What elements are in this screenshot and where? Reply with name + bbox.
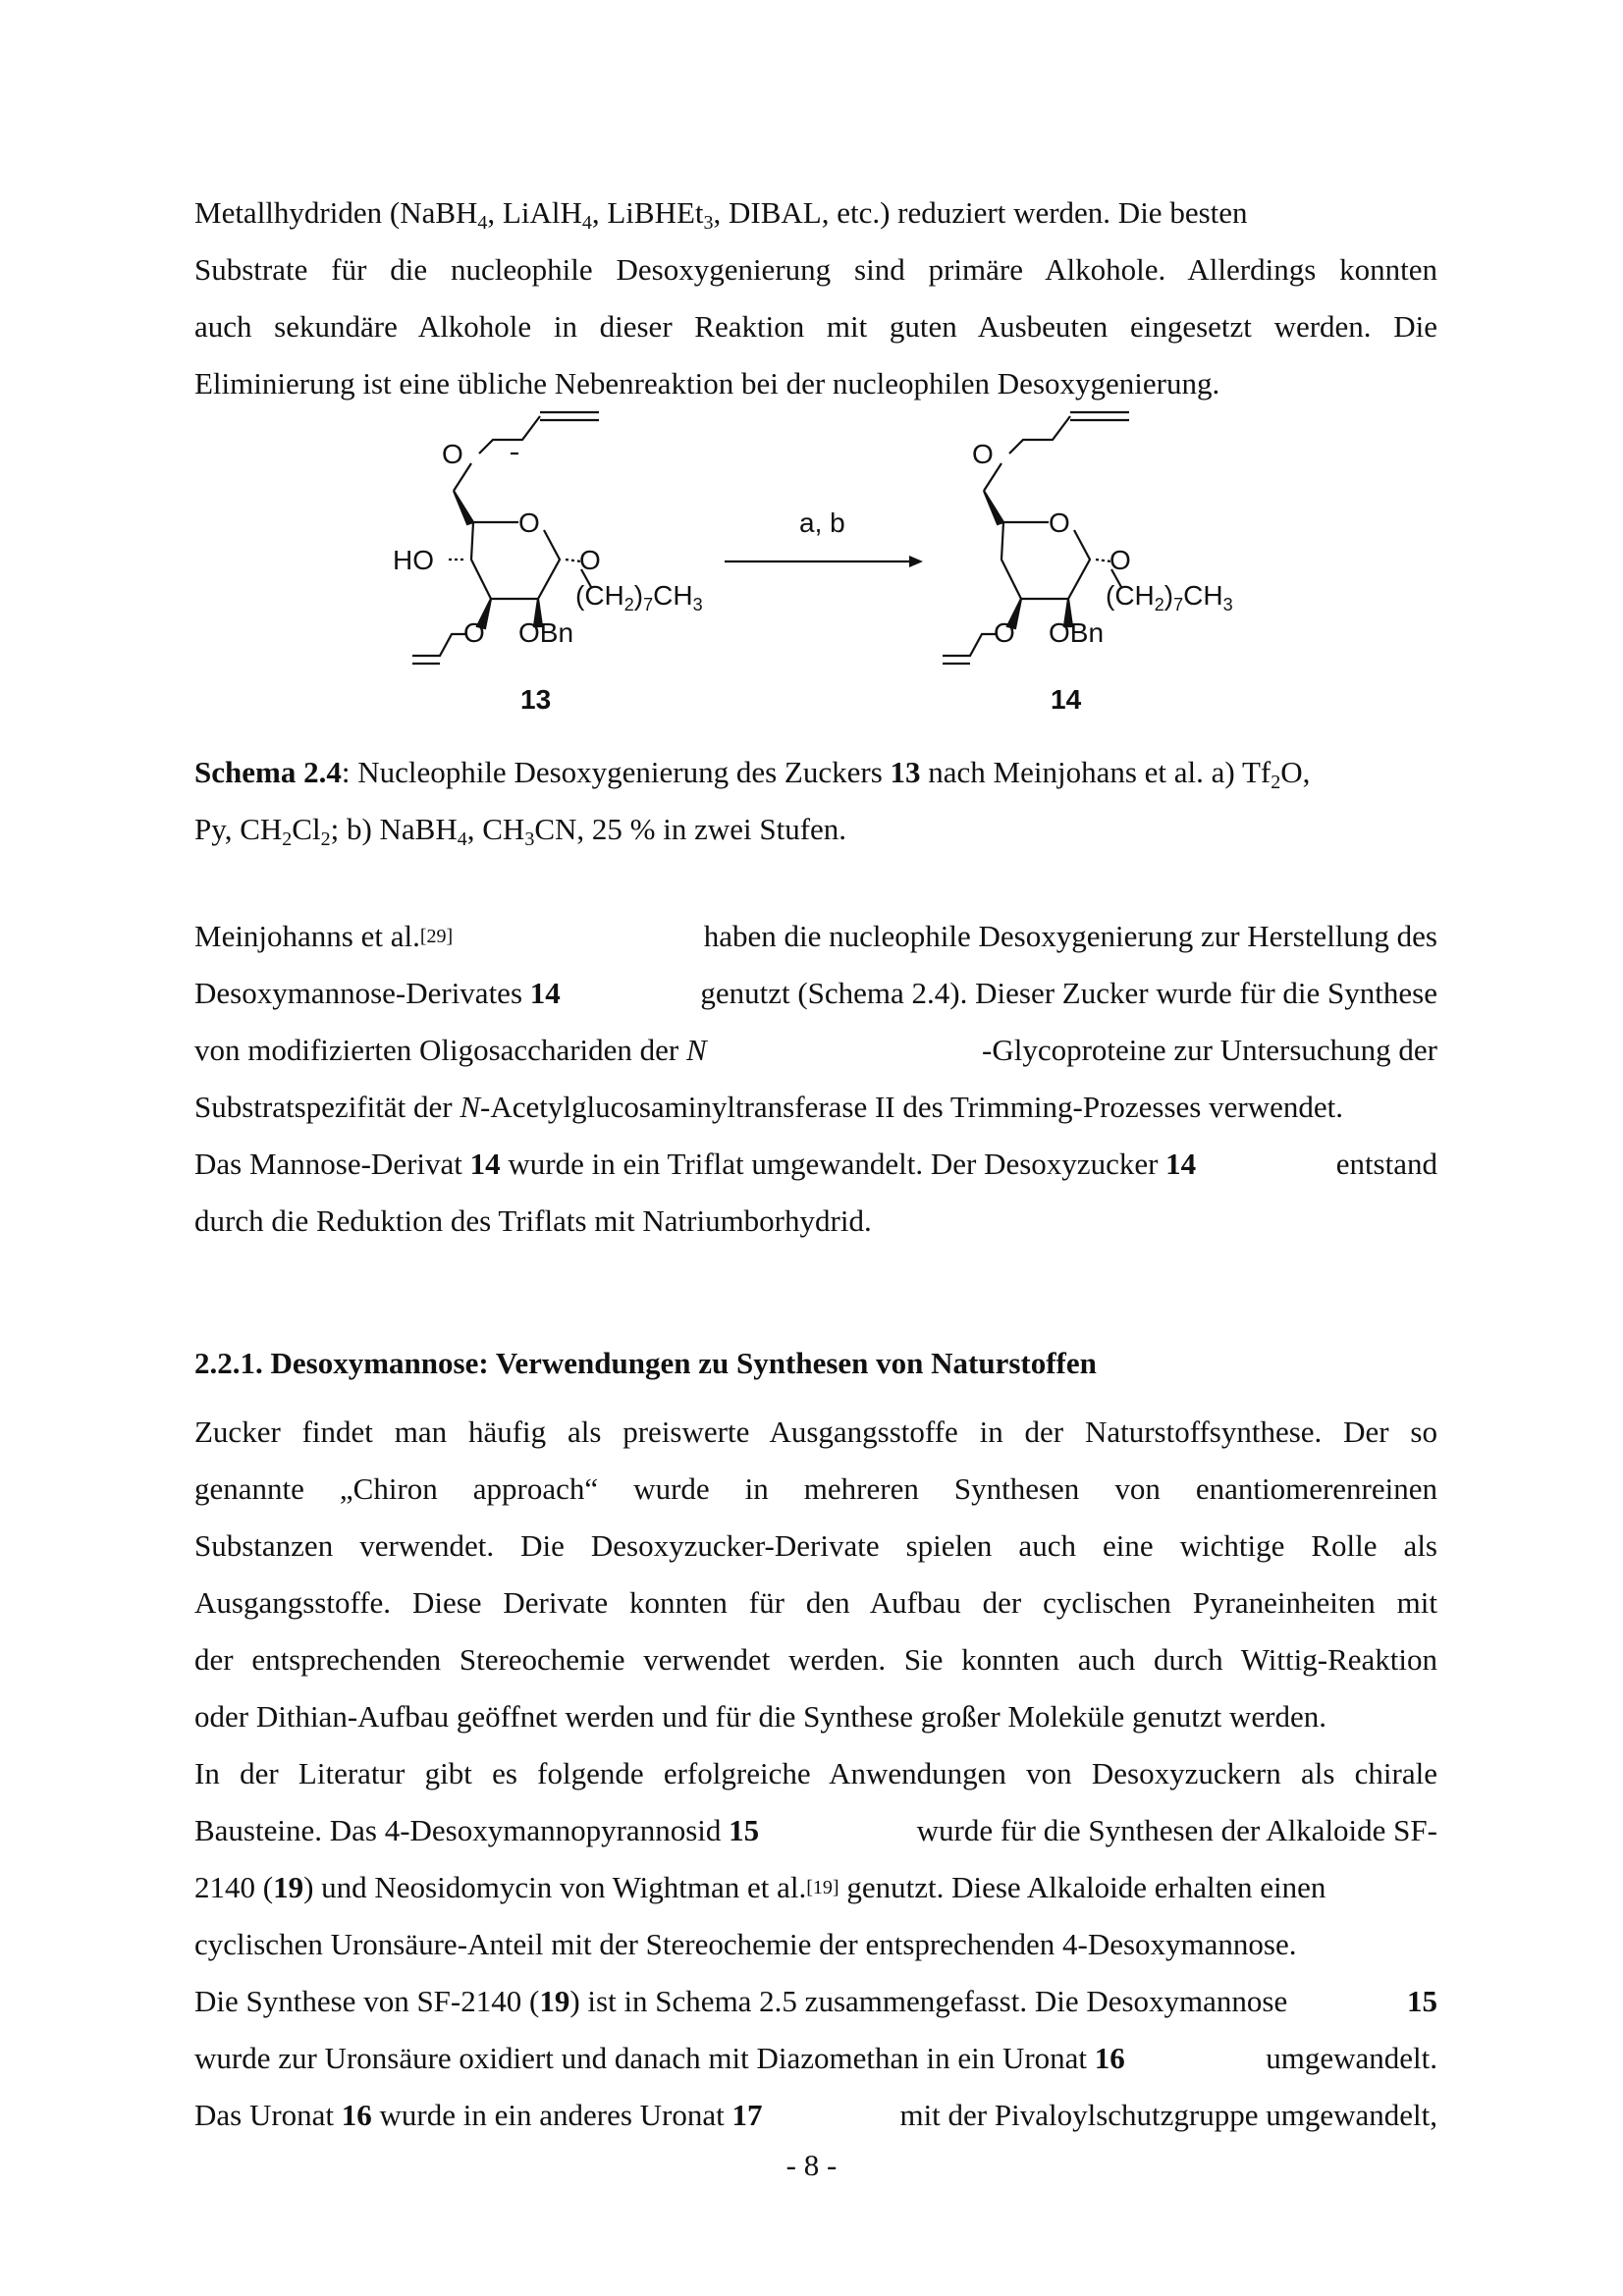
compound-14-number: 14 <box>1051 684 1082 715</box>
atom-o-anomeric: O <box>579 545 601 575</box>
p2-line-2: Desoxymannose-Derivates 14 genutzt (Schema 2.4). Dieser Zucker wurde für die Synthese <box>194 976 1437 1010</box>
atom-o-ring: O <box>1049 507 1070 538</box>
intro-line-2: Substrate für die nucleophile Desoxygenierung sind primäre Alkohole. Allerdings konnten <box>194 252 1437 287</box>
reagents-label: a, b <box>799 507 845 538</box>
p2-line-6: durch die Reduktion des Triflats mit Natriumborhydrid. <box>194 1203 872 1238</box>
p4-line-1: In der Literatur gibt es folgende erfolgreiche Anwendungen von Desoxyzuckern als chirale <box>194 1756 1437 1790</box>
chain-label: $(CH_2)_7CH_3$ <box>575 580 703 614</box>
p5-line-3: Das Uronat 16 wurde in ein anderes Uronat 17 mit der Pivaloylschutzgruppe umgewandelt, <box>194 2098 1437 2132</box>
p4-line-2: Bausteine. Das 4-Desoxymannopyrannosid 15 wurde für die Synthesen der Alkaloide SF- <box>194 1813 1437 1847</box>
p3-line-6: oder Dithian-Aufbau geöffnet werden und für die Synthese großer Moleküle genutzt werden. <box>194 1699 1326 1734</box>
p2-line-4: Substratspezifität der N-Acetylglucosaminyltransferase II des Trimming-Prozesses verwendet. <box>194 1090 1343 1124</box>
compound-13-labels <box>393 439 703 715</box>
intro-line-1: Metallhydriden (NaBH$_4$, LiAlH$_4$, LiBHEt$_3$, DIBAL, etc.) reduziert werden. Die besten <box>194 195 1248 234</box>
p4-line-3: 2140 (19) und Neosidomycin von Wightman et al.[19] genutzt. Diese Alkaloide erhalten einen <box>194 1870 1326 1904</box>
caption-line-2: Py, $CH_2Cl_2$; b) NaBH$_4$, $CH_3CN$, 25 % in zwei Stufen. <box>194 812 847 850</box>
p2-line-5: Das Mannose-Derivat 14 wurde in ein Triflat umgewandelt. Der Desoxyzucker 14 entstand <box>194 1147 1437 1181</box>
obn-label: OBn <box>518 617 574 648</box>
atom-o-top: O <box>442 439 463 469</box>
reaction-arrow <box>725 507 923 567</box>
obn-label: OBn <box>1049 617 1105 648</box>
paragraph-literature <box>194 1745 1437 1973</box>
caption-line-1: Schema 2.4: Nucleophile Desoxygenierung des Zuckers 13 nach Meinjohans et al. a) $Tf_2O$, <box>194 755 1311 793</box>
p4-line-4: cyclischen Uronsäure-Anteil mit der Stereochemie der entsprechenden 4-Desoxymannose. <box>194 1927 1297 1961</box>
p3-line-4: Ausgangsstoffe. Diese Derivate konnten für den Aufbau der cyclischen Pyraneinheiten mit <box>194 1585 1437 1620</box>
p2-line-3: von modifizierten Oligosacchariden der N -Glycoproteine zur Untersuchung der <box>194 1033 1437 1067</box>
p5-line-1: Die Synthese von SF-2140 (19) ist in Schema 2.5 zusammengefasst. Die Desoxymannose 15 <box>194 1984 1437 2018</box>
paragraph-meinjohanns <box>194 908 1437 1250</box>
p3-line-2: genannte „Chiron approach“ wurde in mehreren Synthesen von enantiomerenreinen <box>194 1471 1437 1506</box>
p3-line-3: Substanzen verwendet. Die Desoxyzucker-Derivate spielen auch eine wichtige Rolle als <box>194 1528 1437 1563</box>
section-heading: 2.2.1. Desoxymannose: Verwendungen zu Synthesen von Naturstoffen <box>194 1346 1097 1380</box>
chain-label: $(CH_2)_7CH_3$ <box>1106 580 1233 614</box>
p3-line-1: Zucker findet man häufig als preiswerte Ausgangsstoffe in der Naturstoffsynthese. Der so <box>194 1415 1437 1449</box>
p2-line-1: Meinjohanns et al.[29] haben die nucleophile Desoxygenierung zur Herstellung des <box>194 919 1437 953</box>
intro-line-4: Eliminierung ist eine übliche Nebenreaktion bei der nucleophilen Desoxygenierung. <box>194 366 1220 400</box>
p5-line-2: wurde zur Uronsäure oxidiert und danach mit Diazomethan in ein Uronat 16 umgewandelt. <box>194 2041 1437 2075</box>
atom-o-bottom: O <box>994 617 1015 648</box>
reaction-scheme <box>393 412 1233 726</box>
intro-paragraph <box>194 185 1437 412</box>
compound-13-number: 13 <box>520 684 552 715</box>
paragraph-synthesis <box>194 1973 1437 2144</box>
atom-o-ring: O <box>518 507 540 538</box>
paragraph-chiron <box>194 1404 1437 1745</box>
scheme-caption <box>194 744 1437 858</box>
p3-line-5: der entsprechenden Stereochemie verwendet werden. Sie konnten auch durch Wittig-Reaktion <box>194 1642 1437 1677</box>
atom-o-top: O <box>972 439 994 469</box>
atom-o-bottom: O <box>463 617 485 648</box>
page-number: - 8 - <box>785 2148 838 2182</box>
intro-line-3: auch sekundäre Alkohole in dieser Reaktion mit guten Ausbeuten eingesetzt werden. Die <box>194 309 1437 344</box>
atom-ho: HO <box>393 545 434 575</box>
atom-o-anomeric: O <box>1109 545 1131 575</box>
